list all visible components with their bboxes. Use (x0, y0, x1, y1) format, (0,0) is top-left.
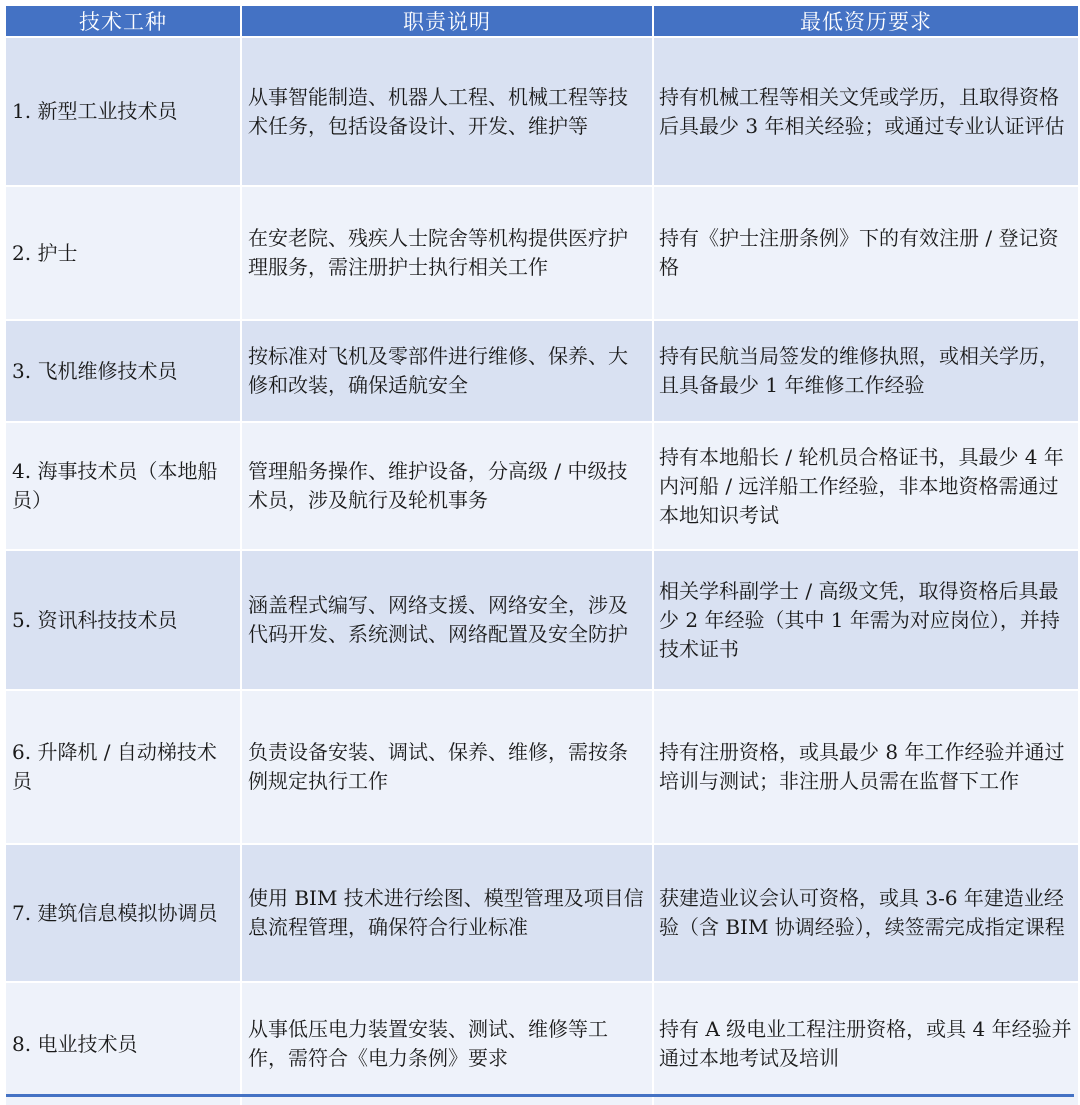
row-6-type: 6. 升降机 / 自动梯技术员 (6, 691, 240, 843)
header-cell-duty: 职责说明 (242, 6, 652, 36)
row-4-duty: 管理船务操作、维护设备，分高级 / 中级技术员，涉及航行及轮机事务 (242, 423, 652, 549)
row-4-requirement: 持有本地船长 / 轮机员合格证书，具最少 4 年内河船 / 远洋船工作经验，非本地资格需通过本地知识考试 (654, 423, 1078, 549)
requirements-table (6, 6, 1074, 1096)
header-cell-type: 技术工种 (6, 6, 240, 36)
row-8-duty: 从事低压电力装置安装、测试、维修等工作，需符合《电力条例》要求 (242, 983, 652, 1105)
row-4-type: 4. 海事技术员（本地船员） (6, 423, 240, 549)
row-3-type: 3. 飞机维修技术员 (6, 321, 240, 421)
table-bottom-border (6, 1094, 1074, 1097)
row-8-requirement: 持有 A 级电业工程注册资格，或具 4 年经验并通过本地考试及培训 (654, 983, 1078, 1105)
row-5-requirement: 相关学科副学士 / 高级文凭，取得资格后具最少 2 年经验（其中 1 年需为对应岗位），并持技术证书 (654, 551, 1078, 689)
row-5-type: 5. 资讯科技技术员 (6, 551, 240, 689)
row-6-requirement: 持有注册资格，或具最少 8 年工作经验并通过培训与测试；非注册人员需在监督下工作 (654, 691, 1078, 843)
row-2-duty: 在安老院、残疾人士院舍等机构提供医疗护理服务，需注册护士执行相关工作 (242, 187, 652, 319)
row-6-duty: 负责设备安装、调试、保养、维修，需按条例规定执行工作 (242, 691, 652, 843)
header-cell-requirement: 最低资历要求 (654, 6, 1078, 36)
row-7-duty: 使用 BIM 技术进行绘图、模型管理及项目信息流程管理，确保符合行业标准 (242, 845, 652, 981)
row-1-duty: 从事智能制造、机器人工程、机械工程等技术任务，包括设备设计、开发、维护等 (242, 38, 652, 185)
row-2-requirement: 持有《护士注册条例》下的有效注册 / 登记资格 (654, 187, 1078, 319)
row-8-type: 8. 电业技术员 (6, 983, 240, 1105)
row-1-requirement: 持有机械工程等相关文凭或学历，且取得资格后具最少 3 年相关经验；或通过专业认证评估 (654, 38, 1078, 185)
row-5-duty: 涵盖程式编写、网络支援、网络安全，涉及代码开发、系统测试、网络配置及安全防护 (242, 551, 652, 689)
row-7-requirement: 获建造业议会认可资格，或具 3-6 年建造业经验（含 BIM 协调经验），续签需完成指定课程 (654, 845, 1078, 981)
row-7-type: 7. 建筑信息模拟协调员 (6, 845, 240, 981)
row-2-type: 2. 护士 (6, 187, 240, 319)
row-3-requirement: 持有民航当局签发的维修执照，或相关学历，且具备最少 1 年维修工作经验 (654, 321, 1078, 421)
row-3-duty: 按标准对飞机及零部件进行维修、保养、大修和改装，确保适航安全 (242, 321, 652, 421)
row-1-type: 1. 新型工业技术员 (6, 38, 240, 185)
